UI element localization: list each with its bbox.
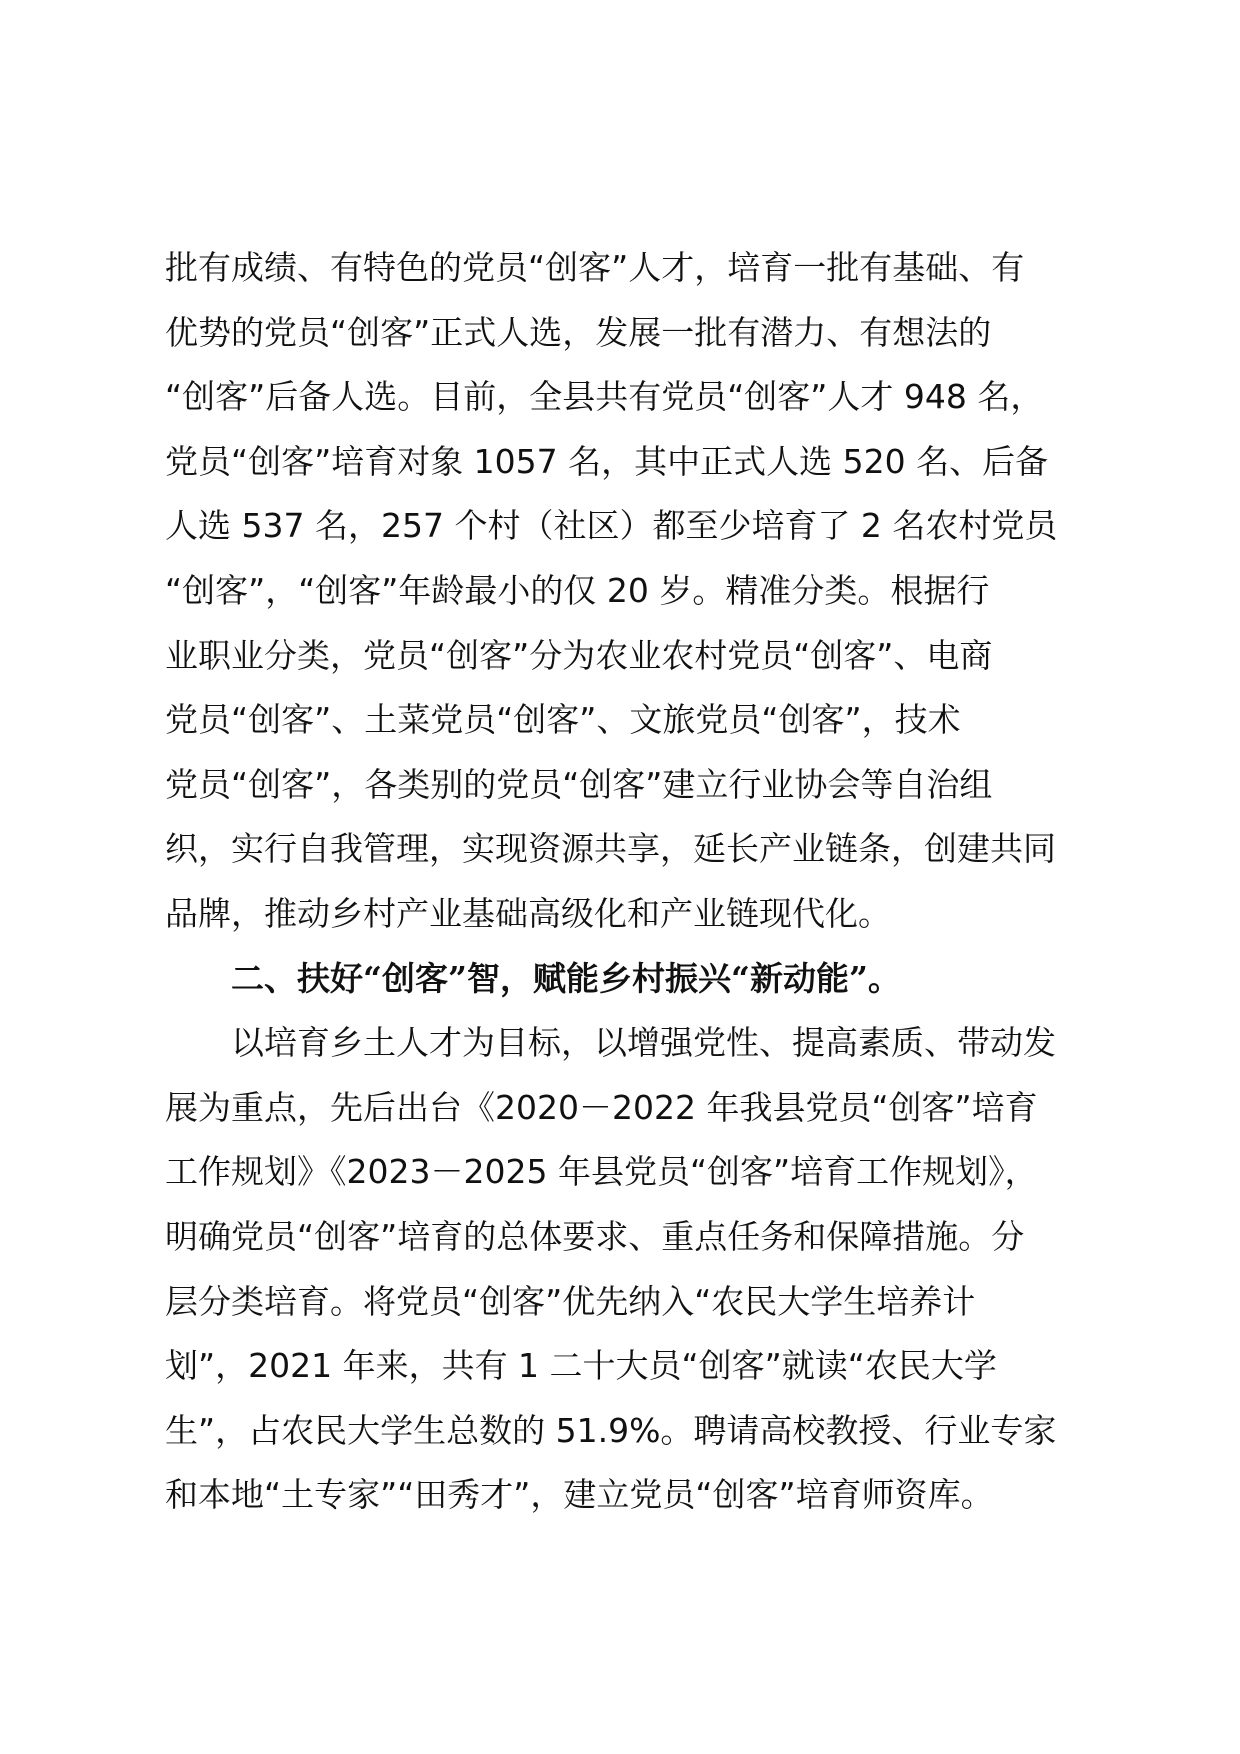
paragraph-line: 生”，占农民大学生总数的 51.9%。聘请高校教授、行业专家 [165,1410,1057,1450]
paragraph-line: 人选 537 名，257 个村（社区）都至少培育了 2 名农村党员 [165,506,1058,546]
paragraph-line: “创客”后备人选。目前，全县共有党员“创客”人才 948 名， [165,377,1044,417]
paragraph-line: 党员“创客”，各类别的党员“创客”建立行业协会等自治组 [165,764,993,804]
paragraph-line: 党员“创客”、土菜党员“创客”、文旅党员“创客”，技术 [165,700,961,740]
paragraph-line: 和本地“土专家”“田秀才”，建立党员“创客”培育师资库。 [165,1475,994,1515]
paragraph-line: 明确党员“创客”培育的总体要求、重点任务和保障措施。分 [165,1216,1025,1256]
paragraph-line: 批有成绩、有特色的党员“创客”人才，培育一批有基础、有 [165,248,1025,287]
paragraph-line: 优势的党员“创客”正式人选，发展一批有潜力、有想法的 [165,312,992,352]
section-heading: 二、扶好“创客”智，赋能乡村振兴“新动能”。 [231,958,901,998]
paragraph-line: 层分类培育。将党员“创客”优先纳入“农民大学生培养计 [165,1281,976,1321]
paragraph-line: “创客”，“创客”年龄最小的仅 20 岁。精准分类。根据行 [165,570,990,610]
paragraph-line: 织，实行自我管理，实现资源共享，延长产业链条，创建共同 [165,829,1056,869]
paragraph-line: 党员“创客”培育对象 1057 名，其中正式人选 520 名、后备 [165,441,1049,481]
document-body [165,236,1105,1528]
paragraph-line: 品牌，推动乡村产业基础高级化和产业链现代化。 [165,893,891,933]
paragraph-line: 划”，2021 年来，共有 1 二十大员“创客”就读“农民大学 [165,1346,997,1386]
paragraph-line: 工作规划》《2023－2025 年县党员“创客”培育工作规划》， [165,1152,1038,1192]
paragraph-line: 业职业分类，党员“创客”分为农业农村党员“创客”、电商 [165,635,993,675]
paragraph-line: 以培育乡土人才为目标，以增强党性、提高素质、带动发 [231,1023,1056,1063]
paragraph-line: 展为重点，先后出台《2020－2022 年我县党员“创客”培育 [165,1087,1038,1127]
